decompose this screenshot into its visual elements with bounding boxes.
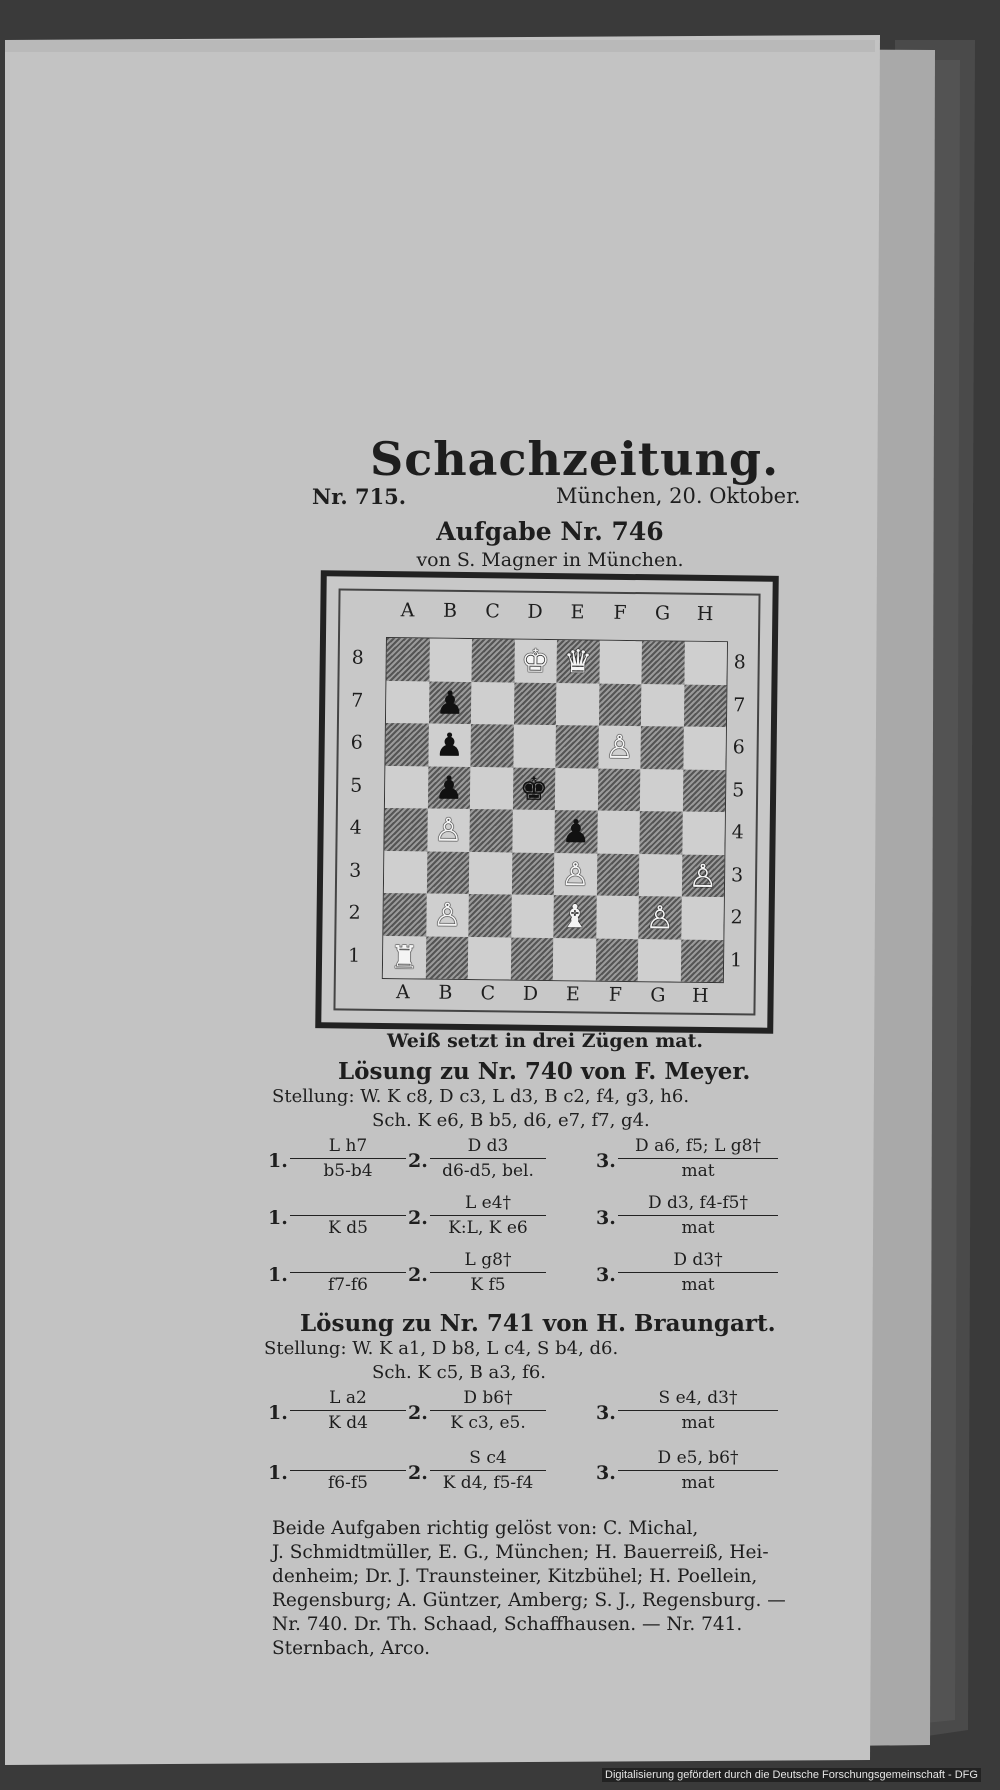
chess-piece: ♙	[560, 854, 590, 894]
solution-740-move	[618, 1250, 778, 1297]
white-move: D d3	[467, 1136, 509, 1156]
square-b5	[427, 766, 470, 809]
solvers-line: Regensburg; A. Güntzer, Amberg; S. J., Regensburg. —	[272, 1590, 786, 1611]
square-a4	[384, 808, 427, 851]
solvers-line: J. Schmidtmüller, E. G., München; H. Bauerreiß, Hei-	[272, 1542, 769, 1563]
white-move: S c4	[469, 1448, 507, 1468]
square-h8	[684, 642, 727, 685]
square-f5	[597, 768, 640, 811]
file-label: B	[442, 599, 458, 622]
solution-740-move-number: 3.	[596, 1207, 616, 1229]
white-move	[290, 1448, 406, 1470]
chess-piece: ♟	[434, 768, 464, 807]
chess-piece: ♙	[688, 856, 718, 895]
black-move: mat	[681, 1218, 715, 1238]
square-e1	[553, 938, 596, 981]
rank-label: 2	[348, 901, 361, 924]
solution-740-position-white: Stellung: W. K c8, D c3, L d3, B c2, f4, g3, h6.	[272, 1086, 690, 1107]
solution-740-move-number: 1.	[268, 1207, 288, 1229]
square-h2	[681, 897, 724, 940]
square-h3	[681, 854, 724, 897]
black-move: f6-f5	[328, 1473, 368, 1493]
solution-740-move-number: 1.	[268, 1150, 288, 1172]
rank-label: 8	[351, 646, 364, 670]
chess-piece: ♙	[604, 727, 635, 767]
square-d8	[514, 640, 557, 683]
solution-740-move	[290, 1193, 406, 1240]
solution-741-move	[618, 1388, 778, 1435]
solution-740-move	[430, 1193, 546, 1240]
square-a5	[385, 766, 428, 809]
white-move: D b6†	[463, 1388, 513, 1408]
solvers-line: denheim; Dr. J. Traunsteiner, Kitzbühel; H. Poellein,	[272, 1566, 758, 1587]
rank-label: 4	[731, 821, 744, 844]
square-c4	[469, 809, 512, 852]
solution-741-move-number: 2.	[408, 1402, 428, 1424]
chess-piece: ♟	[561, 812, 591, 851]
rank-label: 6	[350, 731, 363, 754]
square-a1	[383, 936, 426, 979]
file-label: C	[480, 982, 496, 1005]
square-e4	[554, 810, 597, 853]
square-g4	[639, 811, 682, 854]
rank-label: 7	[733, 694, 746, 717]
rank-label: 4	[349, 816, 362, 839]
file-labels-bottom	[382, 981, 722, 1007]
chess-piece: ♙	[432, 895, 462, 935]
solution-741-move	[430, 1388, 546, 1435]
black-move: K d5	[328, 1218, 368, 1238]
solution-741-move-number: 1.	[268, 1462, 288, 1484]
square-d6	[513, 725, 556, 768]
solution-741-move-number: 2.	[408, 1462, 428, 1484]
square-b7	[428, 681, 471, 724]
square-g5	[640, 769, 683, 812]
dateline: München, 20. Oktober.	[556, 484, 801, 508]
issue-number: Nr. 715.	[312, 484, 407, 509]
square-d3	[511, 852, 554, 895]
white-move: L g8†	[464, 1250, 512, 1270]
solution-740-heading: Lösung zu Nr. 740 von F. Meyer.	[338, 1058, 751, 1085]
problem-heading: Aufgabe Nr. 746	[436, 517, 664, 546]
black-move: K:L, K e6	[448, 1218, 528, 1238]
chess-piece: ♜	[389, 937, 419, 977]
square-d2	[511, 895, 554, 938]
square-h5	[682, 769, 725, 812]
solution-740-move	[430, 1136, 546, 1183]
white-move	[290, 1250, 406, 1272]
file-label: B	[438, 981, 453, 1004]
square-a3	[384, 851, 427, 894]
white-move: D a6, f5; L g8†	[635, 1136, 761, 1156]
solution-740-move-number: 2.	[408, 1150, 428, 1172]
square-f4	[597, 811, 640, 854]
file-label: F	[613, 601, 627, 624]
solution-740-move-number: 2.	[408, 1207, 428, 1229]
square-d1	[510, 937, 553, 980]
white-move: L e4†	[464, 1193, 512, 1213]
rank-label: 7	[351, 689, 364, 712]
file-label: F	[608, 983, 623, 1006]
square-e2	[553, 895, 596, 938]
black-move: d6-d5, bel.	[442, 1161, 534, 1181]
chess-piece: ♛	[563, 642, 593, 681]
solution-740-move	[290, 1136, 406, 1183]
square-h4	[682, 812, 725, 855]
square-g7	[641, 684, 684, 727]
chess-piece: ♟	[434, 725, 465, 765]
solution-740-move-number: 1.	[268, 1264, 288, 1286]
square-d5	[512, 767, 555, 810]
square-g3	[639, 854, 682, 897]
square-d4	[512, 810, 555, 853]
square-h6	[683, 727, 726, 770]
black-move: K f5	[470, 1275, 506, 1295]
solution-741-move	[290, 1388, 406, 1435]
file-label: D	[527, 600, 543, 623]
solution-741-heading: Lösung zu Nr. 741 von H. Braungart.	[300, 1310, 776, 1337]
square-b2	[426, 894, 469, 937]
white-move: D d3, f4-f5†	[648, 1193, 748, 1213]
square-f3	[596, 853, 639, 896]
square-f1	[595, 938, 638, 981]
solution-740-move	[290, 1250, 406, 1297]
square-e5	[555, 768, 598, 811]
black-move: mat	[681, 1275, 715, 1295]
solution-740-move-number: 2.	[408, 1264, 428, 1286]
rank-label: 2	[730, 906, 743, 929]
square-c2	[468, 894, 511, 937]
solution-741-move-number: 1.	[268, 1402, 288, 1424]
square-b3	[426, 851, 469, 894]
solution-740-move	[618, 1193, 778, 1240]
problem-author: von S. Magner in München.	[416, 549, 684, 571]
rank-label: 1	[347, 944, 361, 967]
rank-label: 3	[730, 864, 744, 887]
square-e6	[555, 725, 598, 768]
file-label: E	[565, 983, 580, 1006]
square-h1	[680, 939, 723, 982]
solution-740-move	[618, 1136, 778, 1183]
chess-piece: ♟	[435, 683, 465, 722]
solvers-line: Beide Aufgaben richtig gelöst von: C. Michal,	[272, 1518, 699, 1539]
square-g2	[638, 896, 681, 939]
file-label: C	[485, 600, 500, 623]
digitization-footer: Digitalisierung gefördert durch die Deutsche Forschungsgemeinschaft - DFG	[602, 1768, 981, 1782]
square-c7	[471, 682, 514, 725]
solvers-paragraph	[272, 1517, 786, 1661]
square-c5	[470, 767, 513, 810]
solution-741-move-number: 3.	[596, 1462, 616, 1484]
rank-label: 6	[732, 736, 745, 759]
solution-741-move-number: 3.	[596, 1402, 616, 1424]
problem-caption: Weiß setzt in drei Zügen mat.	[386, 1030, 704, 1052]
white-move	[290, 1193, 406, 1215]
square-f7	[598, 683, 641, 726]
file-label: A	[395, 981, 410, 1004]
white-move: D e5, b6†	[657, 1448, 739, 1468]
square-f8	[599, 641, 642, 684]
file-label: H	[691, 984, 709, 1007]
solution-741-position-black: Sch. K c5, B a3, f6.	[372, 1362, 547, 1383]
square-a7	[386, 681, 429, 724]
solvers-line: Nr. 740. Dr. Th. Schaad, Schaffhausen. — Nr. 741.	[272, 1614, 743, 1635]
black-move: b5-b4	[323, 1161, 373, 1181]
solution-740-move-number: 3.	[596, 1264, 616, 1286]
chess-piece: ♙	[433, 810, 463, 850]
file-label: G	[654, 602, 671, 625]
rank-label: 5	[732, 779, 745, 802]
square-e7	[556, 683, 599, 726]
black-move: K d4, f5-f4	[442, 1473, 534, 1493]
file-label: D	[522, 982, 539, 1005]
chess-board	[382, 637, 728, 983]
white-move: S e4, d3†	[658, 1388, 738, 1408]
square-c1	[468, 937, 511, 980]
chess-board-frame	[315, 570, 779, 1034]
square-g8	[641, 641, 684, 684]
square-b1	[425, 936, 468, 979]
file-label: G	[650, 984, 666, 1007]
chess-piece: ♝	[560, 897, 590, 936]
square-h7	[683, 684, 726, 727]
square-e3	[554, 853, 597, 896]
white-move: D d3†	[673, 1250, 723, 1270]
file-labels-top	[386, 599, 726, 625]
solution-740-move	[430, 1250, 546, 1297]
square-d7	[513, 682, 556, 725]
white-move: L a2	[329, 1388, 367, 1408]
square-a6	[385, 723, 428, 766]
chess-piece: ♚	[520, 641, 551, 681]
square-f2	[596, 896, 639, 939]
rank-label: 1	[729, 948, 743, 972]
solution-741-move	[430, 1448, 546, 1495]
solution-741-move	[618, 1448, 778, 1495]
square-f6	[598, 726, 641, 769]
square-b8	[429, 639, 472, 682]
rank-label: 5	[350, 774, 363, 797]
file-label: E	[570, 601, 585, 624]
square-b6	[428, 724, 471, 767]
solvers-line: Sternbach, Arco.	[272, 1638, 430, 1659]
file-label: H	[696, 602, 714, 626]
square-e8	[556, 640, 599, 683]
solution-741-position-white: Stellung: W. K a1, D b8, L c4, S b4, d6.	[264, 1338, 619, 1359]
square-b4	[427, 809, 470, 852]
file-label: A	[400, 599, 415, 622]
black-move: K c3, e5.	[450, 1413, 526, 1433]
rank-label: 8	[733, 651, 746, 674]
rank-label: 3	[349, 859, 362, 882]
solution-740-position-black: Sch. K e6, B b5, d6, e7, f7, g4.	[372, 1110, 650, 1131]
black-move: mat	[681, 1413, 715, 1433]
solution-740-move-number: 3.	[596, 1150, 616, 1172]
chess-piece: ♙	[645, 898, 675, 937]
square-c6	[470, 724, 513, 767]
square-a8	[386, 638, 429, 681]
newspaper-title: Schachzeitung.	[370, 432, 780, 486]
square-c8	[471, 639, 514, 682]
square-a2	[383, 893, 426, 936]
black-move: mat	[681, 1161, 715, 1181]
square-c3	[469, 852, 512, 895]
square-g1	[638, 939, 681, 982]
chess-piece: ♚	[519, 769, 549, 808]
white-move: L h7	[328, 1136, 368, 1156]
square-g6	[640, 726, 683, 769]
black-move: f7-f6	[328, 1275, 368, 1295]
black-move: mat	[681, 1473, 715, 1493]
solution-741-move	[290, 1448, 406, 1495]
black-move: K d4	[328, 1413, 368, 1433]
